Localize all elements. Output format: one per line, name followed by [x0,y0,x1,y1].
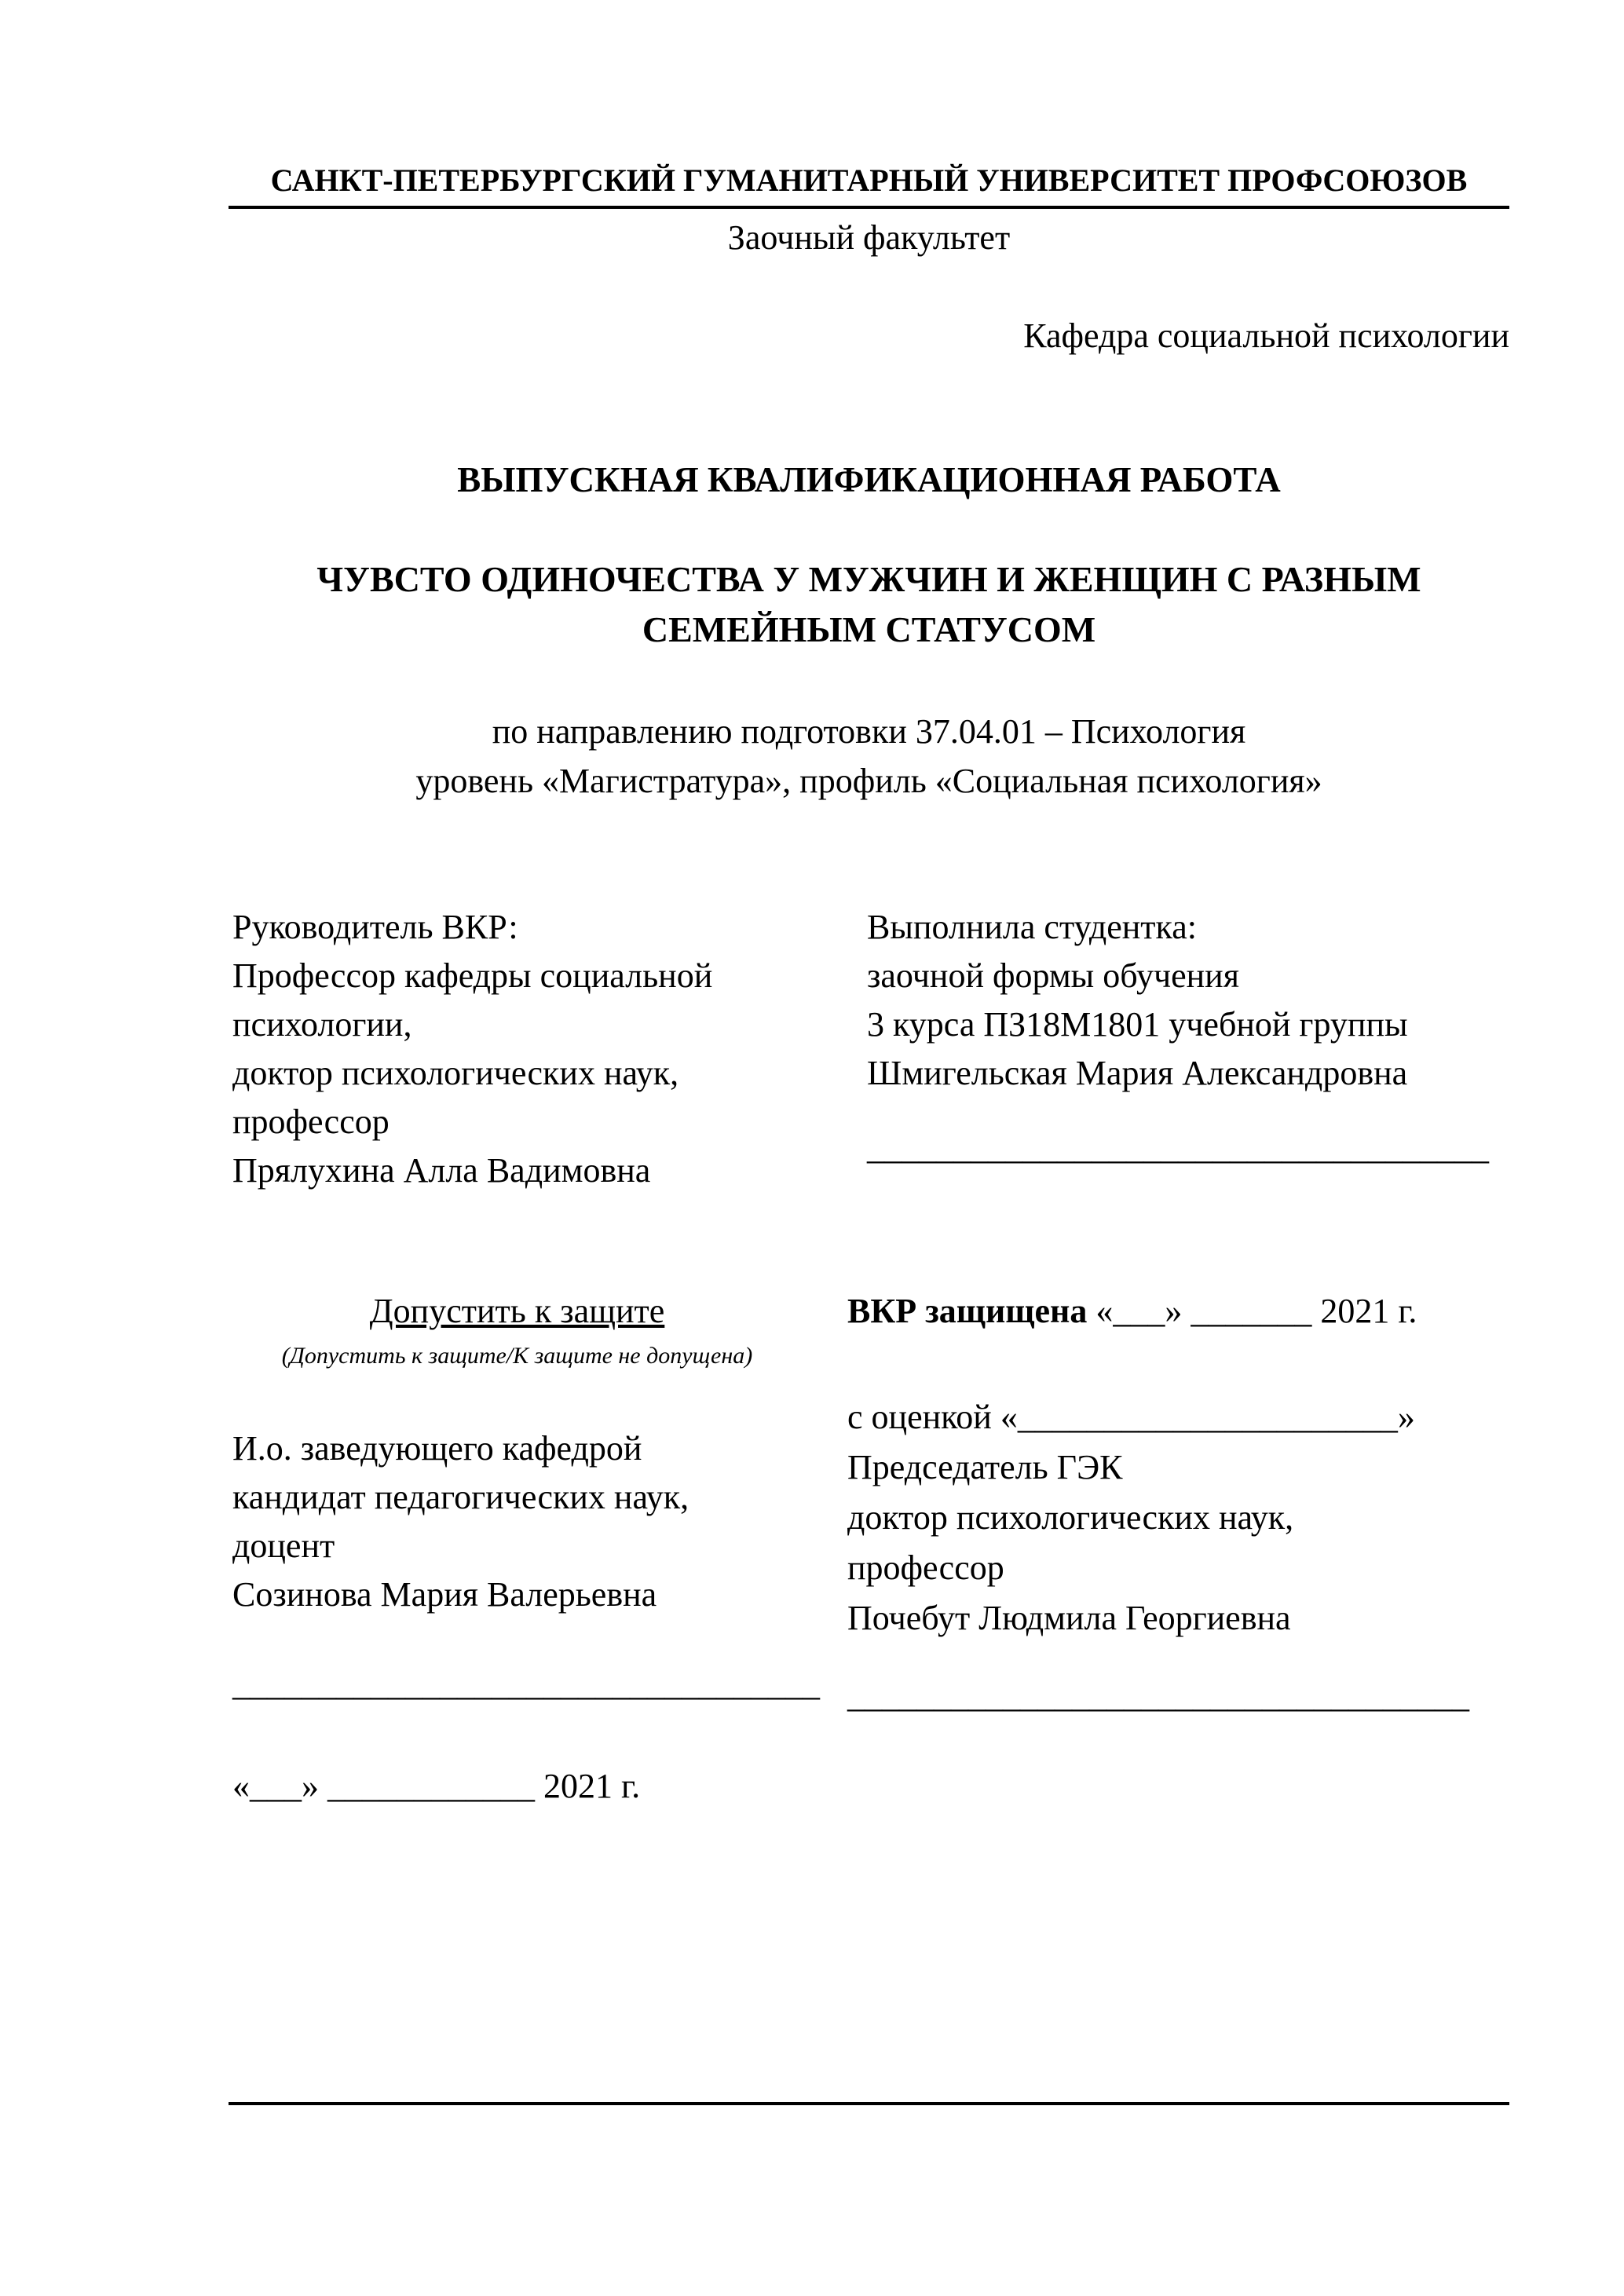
student-signature-line: ____________________________________ [867,1128,1489,1167]
supervisor-position-1: Профессор кафедры социальной [232,956,713,995]
chair-position: Председатель ГЭК [847,1448,1123,1486]
direction-line-2: уровень «Магистратура», профиль «Социальная психология» [415,762,1322,800]
university-name: САНКТ-ПЕТЕРБУРГСКИЙ ГУМАНИТАРНЫЙ УНИВЕРСИТЕТ ПРОФСОЮЗОВ [270,163,1468,198]
student-name: Шмигельская Мария Александровна [867,1054,1408,1092]
acting-head-block [232,1424,689,1619]
work-title-line-2: СЕМЕЙНЫМ СТАТУСОМ [642,609,1096,649]
chair-name: Почебут Людмила Георгиевна [847,1599,1291,1637]
admission-options-note: (Допустить к защите/К защите не допущена) [281,1343,753,1369]
defense-grade-line: с оценкой «______________________» [847,1398,1415,1436]
supervisor-position-2: психологии, [232,1005,412,1044]
chair-title: профессор [847,1548,1004,1587]
admission-date-line: «___» ____________ 2021 г. [232,1767,641,1805]
defense-label: ВКР защищена [847,1292,1088,1330]
acting-head-position: И.о. заведующего кафедрой [232,1429,642,1468]
defense-status [847,1291,1417,1333]
chair-block [847,1392,1415,1643]
supervisor-heading: Руководитель ВКР: [232,908,518,946]
student-block [867,903,1408,1098]
student-group: 3 курса ПЗ18М1801 учебной группы [867,1005,1408,1044]
supervisor-name: Прялухина Алла Вадимовна [232,1151,651,1190]
supervisor-degree: доктор психологических наук, [232,1054,679,1092]
supervisor-title: профессор [232,1102,390,1141]
direction-line-1: по направлению подготовки 37.04.01 – Психология [492,712,1246,751]
student-study-form: заочной формы обучения [867,956,1239,995]
acting-head-degree: кандидат педагогических наук, [232,1478,689,1516]
acting-head-signature-line: __________________________________ [232,1665,820,1703]
footer-rule [229,2102,1509,2105]
acting-head-name: Созинова Мария Валерьевна [232,1575,657,1614]
admission-decision: Допустить к защите [369,1292,665,1330]
work-title [229,554,1509,655]
work-title-line-1: ЧУВСТО ОДИНОЧЕСТВА У МУЖЧИН И ЖЕНЩИН С РАЗНЫМ [316,559,1421,599]
work-type: ВЫПУСКНАЯ КВАЛИФИКАЦИОННАЯ РАБОТА [457,460,1281,499]
chair-signature-line: ____________________________________ [847,1676,1469,1715]
acting-head-title: доцент [232,1526,335,1565]
department-name: Кафедра социальной психологии [1023,316,1509,355]
defense-date: «___» _______ 2021 г. [1087,1292,1417,1330]
study-direction [229,707,1509,806]
supervisor-block [232,903,712,1195]
chair-degree: доктор психологических наук, [847,1498,1294,1537]
header-rule [229,206,1509,209]
student-heading: Выполнила студентка: [867,908,1197,946]
faculty-name: Заочный факультет [727,218,1011,257]
